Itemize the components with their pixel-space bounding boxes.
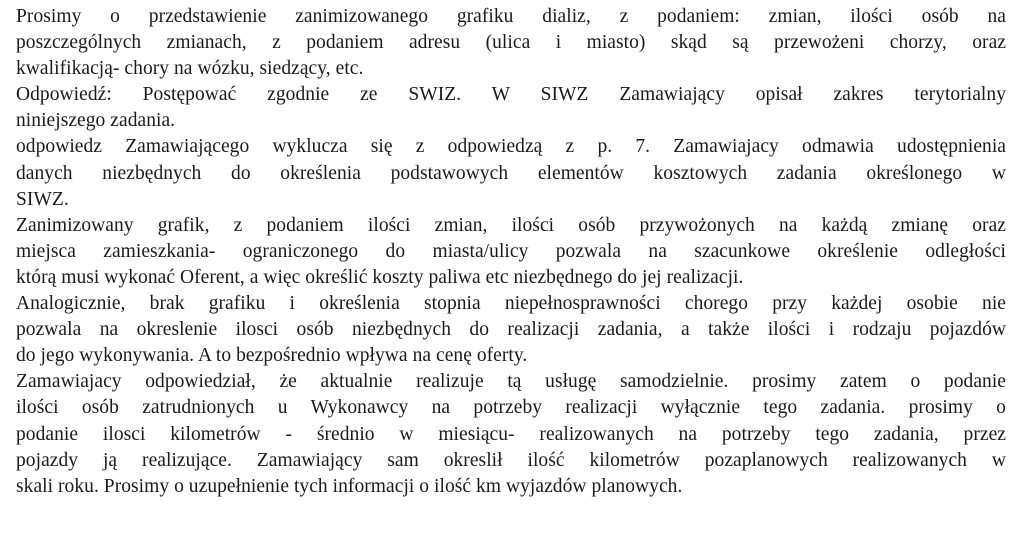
text-line: miejsca zamieszkania- ograniczonego do miasta/ulicy pozwala na szacunkowe określenie odległości xyxy=(16,240,1006,262)
text-line: kwalifikacją- chory na wózku, siedzący, etc. xyxy=(16,58,364,80)
paragraph-disability xyxy=(16,291,1006,369)
text-line: Zanimizowany grafik, z podaniem ilości zmian, ilości osób przywożonych na każdą zmianę oraz xyxy=(16,214,1006,236)
text-line: którą musi wykonać Oferent, a więc określić koszty paliwa etc niezbędnego do jej realizacji. xyxy=(16,266,744,288)
text-line: pozwala na okreslenie ilosci osób niezbędnych do realizacji zadania, a także ilości i rodzaju pojazdów xyxy=(16,319,1006,341)
text-line: odpowiedz Zamawiającego wyklucza się z odpowiedzą z p. 7. Zamawiajacy odmawia udostępnienia xyxy=(16,136,1006,158)
text-line: pojazdy ją realizujące. Zamawiający sam okreslił ilość kilometrów pozaplanowych realizowanych w xyxy=(16,449,1006,471)
text-line: SIWZ. xyxy=(16,188,69,210)
text-line: danych niezbędnych do określenia podstawowych elementów kosztowych zadania określonego w xyxy=(16,162,1006,184)
text-line: Odpowiedź: Postępować zgodnie ze SWIZ. W SIWZ Zamawiający opisał zakres terytorialny xyxy=(16,84,1006,106)
text-line: Prosimy o przedstawienie zanimizowanego grafiku dializ, z podaniem: zmian, ilości osób na xyxy=(16,6,1006,27)
text-line: Analogicznie, brak grafiku i określenia stopnia niepełnosprawności chorego przy każdej osobie nie xyxy=(16,293,1006,315)
text-line: do jego wykonywania. A to bezpośrednio wpływa na cenę oferty. xyxy=(16,345,528,367)
text-line: skali roku. Prosimy o uzupełnienie tych informacji o ilość km wyjazdów planowych. xyxy=(16,475,683,497)
text-line: poszczególnych zmianach, z podaniem adresu (ulica i miasto) skąd są przewożeni chorzy, oraz xyxy=(16,32,1006,54)
text-line: niniejszego zadania. xyxy=(16,110,176,132)
document-body xyxy=(16,4,1006,500)
paragraph-request-schedule xyxy=(16,4,1006,82)
paragraph-schedule-purpose xyxy=(16,213,1006,291)
paragraph-answer xyxy=(16,82,1006,134)
text-line: ilości osób zatrudnionych u Wykonawcy na potrzeby realizacji wyłącznie tego zadania. prosimy o xyxy=(16,397,1006,419)
text-line: Zamawiajacy odpowiedział, że aktualnie realizuje tą usługę samodzielnie. prosimy zatem o podanie xyxy=(16,371,1006,393)
paragraph-staff-kilometers xyxy=(16,369,1006,499)
text-line: podanie ilosci kilometrów - średnio w miesiącu- realizowanych na potrzeby tego zadania, przez xyxy=(16,423,1006,445)
paragraph-contradiction xyxy=(16,134,1006,212)
